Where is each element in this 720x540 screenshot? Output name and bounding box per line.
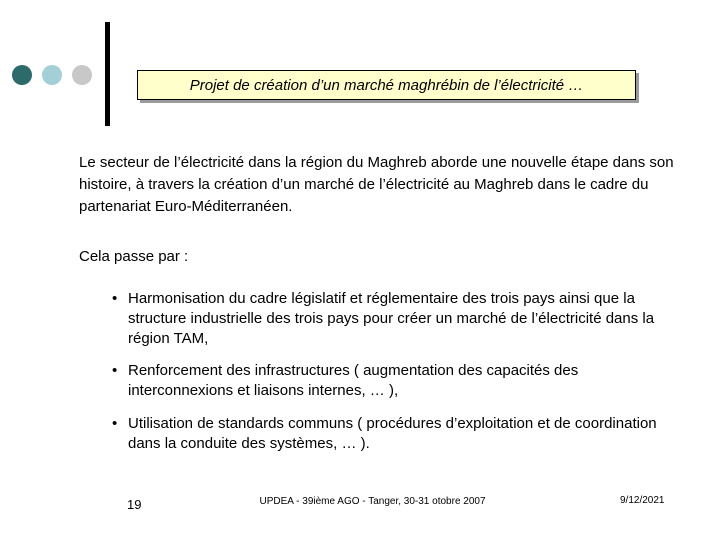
bullet-item [112,289,682,349]
dot-lightblue-icon [42,65,62,85]
bullet-text: Renforcement des infrastructures ( augmentation des capacités des interconnexions et liaisons internes, … ), [128,362,579,399]
dot-grey-icon [72,65,92,85]
bullet-item [112,414,682,454]
title-divider [105,22,110,126]
bullet-dot-icon: • [112,415,118,432]
slide-number: 19 [127,497,142,512]
slide-title [137,70,636,100]
bullet-item [112,361,682,401]
intro-paragraph: Le secteur de l’électricité dans la région du Maghreb aborde une nouvelle étape dans son histoire, à travers la création d’un marché de l’électricité au Maghreb dans le cadre du partenariat Euro-Méditerranéen. [79,154,674,215]
footer-event: UPDEA - 39ième AGO - Tanger, 30-31 otobre 2007 [259,496,486,507]
footer-date: 9/12/2021 [620,495,665,506]
bullet-text: Harmonisation du cadre législatif et réglementaire des trois pays ainsi que la structure industrielle des trois pays pour créer un marché de l’électricité dans la région TAM, [128,290,655,347]
lead-text: Cela passe par : [79,248,189,265]
dot-teal-icon [12,65,32,85]
bullet-dot-icon: • [112,290,118,307]
slide-title-text: Projet de création d’un marché maghrébin de l’électricité … [189,76,584,94]
bullet-dot-icon: • [112,362,118,379]
bullet-text: Utilisation de standards communs ( procédures d’exploitation et de coordination dans la conduite des systèmes, … ). [128,415,657,452]
